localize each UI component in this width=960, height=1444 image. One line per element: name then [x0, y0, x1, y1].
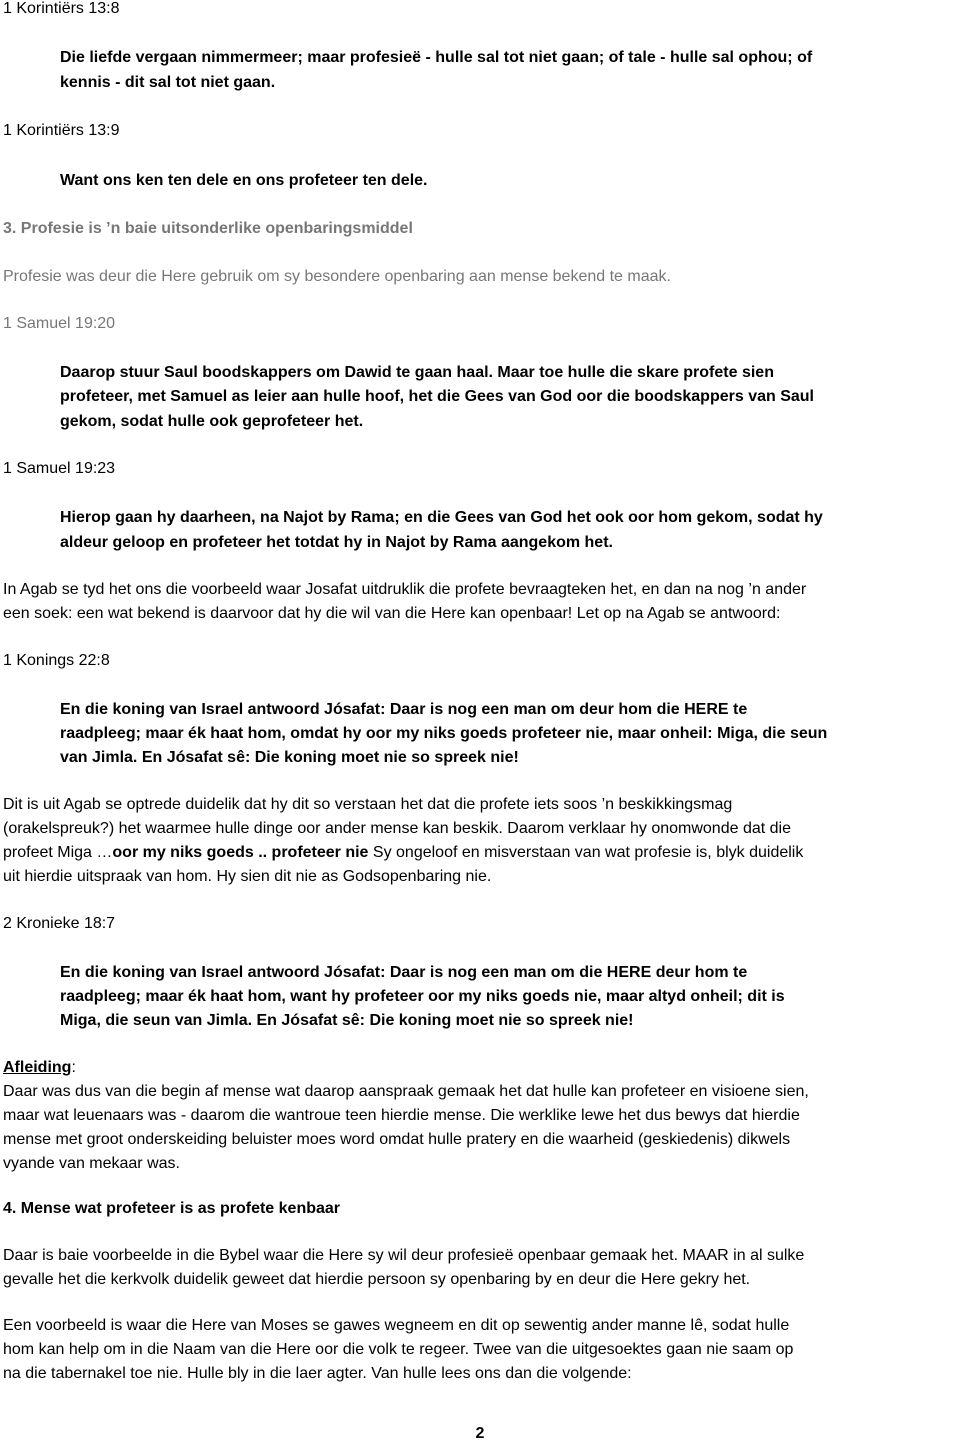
paragraph: vyande van mekaar was. [3, 1155, 180, 1172]
scripture-ref: 2 Kronieke 18:7 [3, 915, 116, 932]
scripture-quote: En die koning van Israel antwoord Jósafat: Daar is nog een man om die HERE deur hom te [60, 964, 748, 981]
scripture-ref: 1 Samuel 19:23 [3, 460, 116, 477]
scripture-ref: 1 Konings 22:8 [3, 652, 110, 669]
scripture-quote: raadpleeg; maar ék haat hom, want hy profeteer oor my niks goeds nie, maar altyd onheil; dit is [60, 988, 785, 1005]
scripture-ref: 1 Korintiërs 13:9 [3, 122, 120, 139]
paragraph: gevalle het die kerkvolk duidelik geweet dat hierdie persoon sy openbaring by en deur die Here gekry het. [3, 1271, 751, 1288]
scripture-quote: Want ons ken ten dele en ons profeteer ten dele. [60, 172, 428, 189]
scripture-ref: 1 Samuel 19:20 [3, 315, 116, 332]
paragraph-text: Sy ongeloof en misverstaan van wat profesie is, blyk duidelik [368, 844, 804, 861]
paragraph: Daar was dus van die begin af mense wat daarop aanspraak gemaak het dat hulle kan profeteer en visioene sien, [3, 1083, 809, 1100]
paragraph: Daar is baie voorbeelde in die Bybel waar die Here sy wil deur profesieë openbaar gemaak het. MAAR in al sulke [3, 1247, 805, 1264]
scripture-quote: gekom, sodat hulle ook geprofeteer het. [60, 413, 364, 430]
section-heading: 4. Mense wat profeteer is as profete kenbaar [3, 1200, 341, 1217]
paragraph: mense met groot onderskeiding beluister moes word omdat hulle pratery en die waarheid (geskiedenis) dikwels [3, 1131, 791, 1148]
paragraph: een soek: een wat bekend is daarvoor dat hy die wil van die Here kan openbaar! Let op na Agab se antwoord: [3, 605, 781, 622]
scripture-quote: aldeur geloop en profeteer het totdat hy in Najot by Rama aangekom het. [60, 534, 613, 551]
paragraph-mixed [3, 843, 803, 863]
afleiding-label: Afleiding [3, 1059, 72, 1076]
scripture-quote: raadpleeg; maar ék haat hom, omdat hy oor my niks goeds profeteer nie, maar onheil: Miga, die seun [60, 725, 828, 742]
paragraph: Profesie was deur die Here gebruik om sy besondere openbaring aan mense bekend te maak. [3, 268, 671, 285]
scripture-quote: van Jimla. En Jósafat sê: Die koning moet nie so spreek nie! [60, 749, 519, 766]
emphasis-text: oor my niks goeds .. profeteer nie [112, 844, 369, 861]
paragraph: Dit is uit Agab se optrede duidelik dat hy dit so verstaan het dat die profete iets soos ’n beskikkingsmag [3, 796, 733, 813]
paragraph: maar wat leuenaars was - daarom die wantroue teen hierdie mense. Die werklike lewe het dus bewys dat hierdie [3, 1107, 800, 1124]
scripture-ref: 1 Korintiërs 13:8 [3, 0, 120, 17]
scripture-quote: Daarop stuur Saul boodskappers om Dawid te gaan haal. Maar toe hulle die skare profete sien [60, 364, 774, 381]
paragraph: hom kan help om in die Naam van die Here oor die volk te regeer. Twee van die uitgesoektes gaan nie saam op [3, 1341, 794, 1358]
afleiding-heading [3, 1058, 76, 1078]
page-number: 2 [475, 1425, 485, 1442]
scripture-quote: kennis - dit sal tot niet gaan. [60, 74, 276, 91]
scripture-quote: En die koning van Israel antwoord Jósafat: Daar is nog een man om deur hom die HERE te [60, 701, 748, 718]
paragraph: Een voorbeeld is waar die Here van Moses se gawes wegneem en dit op sewentig ander manne lê, sodat hulle [3, 1317, 790, 1334]
paragraph: In Agab se tyd het ons die voorbeeld waar Josafat uitdruklik die profete bevraagteken het, en dan na nog ’n ander [3, 581, 807, 598]
paragraph: na die tabernakel toe nie. Hulle bly in die laer agter. Van hulle lees ons dan die volgende: [3, 1365, 632, 1382]
scripture-quote: Hierop gaan hy daarheen, na Najot by Rama; en die Gees van God het ook oor hom gekom, sodat hy [60, 509, 823, 526]
section-heading: 3. Profesie is ’n baie uitsonderlike openbaringsmiddel [3, 220, 413, 237]
scripture-quote: Die liefde vergaan nimmermeer; maar profesieë - hulle sal tot niet gaan; of tale - hulle sal ophou; of [60, 49, 813, 66]
scripture-quote: profeteer, met Samuel as leier aan hulle hoof, het die Gees van God oor die boodskappers van Saul [60, 388, 814, 405]
paragraph: (orakelspreuk?) het waarmee hulle dinge oor ander mense kan beskik. Daarom verklaar hy onomwonde dat die [3, 820, 791, 837]
paragraph: uit hierdie uitspraak van hom. Hy sien dit nie as Godsopenbaring nie. [3, 868, 492, 885]
scripture-quote: Miga, die seun van Jimla. En Jósafat sê: Die koning moet nie so spreek nie! [60, 1012, 634, 1029]
paragraph-text: profeet Miga … [3, 844, 113, 861]
afleiding-colon: : [71, 1059, 76, 1076]
